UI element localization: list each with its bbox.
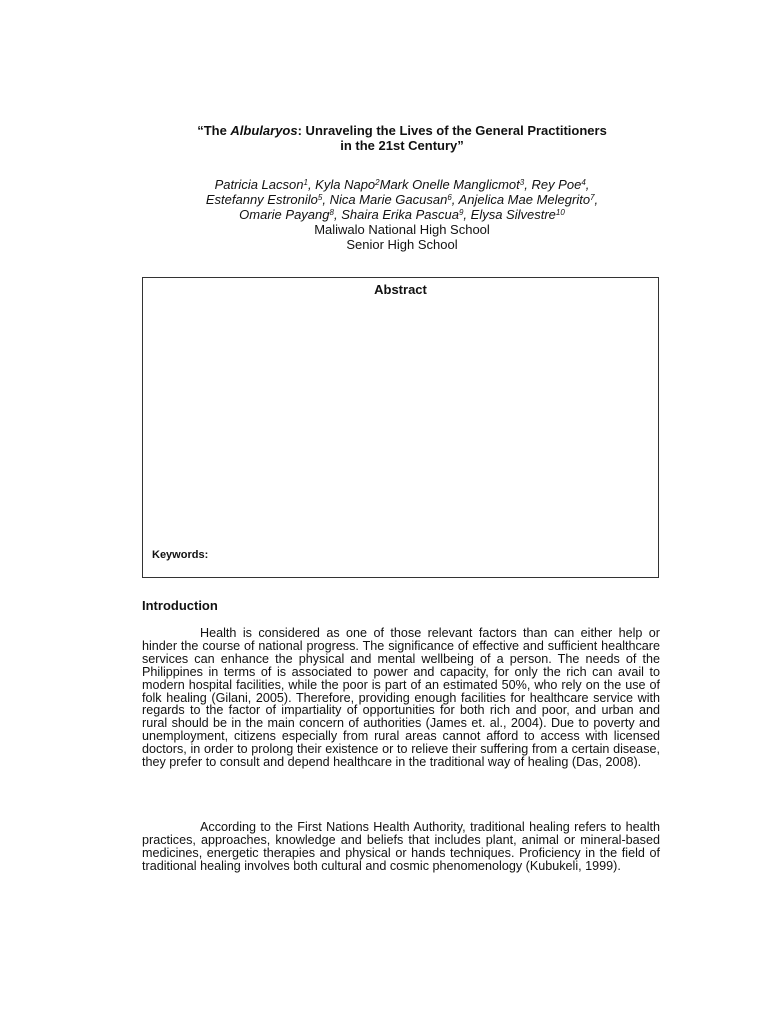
- abstract-box: [142, 277, 659, 578]
- author-separator: ,: [333, 207, 342, 222]
- author-affiliation: 2: [375, 178, 380, 187]
- introduction-paragraph-2: [142, 821, 660, 873]
- author-separator: ,: [451, 192, 459, 207]
- author-affiliation: 3: [519, 178, 525, 187]
- paper-title: [100, 123, 704, 153]
- author-name: Rey Poe: [531, 177, 582, 192]
- author-separator: ,: [594, 192, 599, 207]
- paragraph-1-text: Health is considered as one of those relevant factors than can either help or hinder the course of national progress. The significance of effective and sufficient healthcare services can enhance the physical and mental wellbeing of a person. The needs of the Philippines in terms of is associated to power and capacity, for only the rich can avail to modern hospital facilities, while the poor is part of an estimated 50%, who rely on the use of folk healing (Gilani, 2005). Therefore, providing enough facilities for healthcare service with regards to the factor of impartiality of opportunities for both rich and poor, and urban and rural should be in the main concern of authorities (James et. al., 2004). Due to poverty and unemployment, citizens especially from rural areas cannot afford to access with licensed doctors, in order to prolong their existence or to relieve their suffering from a certain disease, they prefer to consult and depend healthcare in the traditional way of healing (Das, 2008).: [142, 626, 660, 770]
- author-name: Omarie Payang: [239, 207, 330, 222]
- title-italic-term: Albularyos: [230, 123, 298, 138]
- author-name: Kyla Napo: [315, 177, 376, 192]
- author-separator: ,: [463, 207, 471, 222]
- introduction-paragraph-1: [142, 627, 660, 769]
- title-line-1: [100, 123, 704, 138]
- author-name: Elysa Silvestre: [470, 207, 556, 222]
- introduction-heading: Introduction: [142, 598, 218, 613]
- paragraph-2-text: According to the First Nations Health Authority, traditional healing refers to health practices, approaches, knowledge and beliefs that includes plant, animal or mineral-based medicines, energetic therapies and physical or hands techniques. Proficiency in the field of traditional healing involves both cultural and cosmic phenomenology (Kubukeli, 1999).: [142, 820, 660, 873]
- author-name: Estefanny Estronilo: [205, 192, 318, 207]
- author-line-1: [100, 177, 704, 192]
- author-affiliation: 7: [590, 193, 595, 202]
- title-line-2: in the 21st Century”: [340, 138, 464, 153]
- author-name: Patricia Lacson: [214, 177, 304, 192]
- author-name: Anjelica Mae Melegrito: [458, 192, 591, 207]
- author-affiliation: 8: [329, 208, 334, 217]
- author-affiliation: 4: [581, 178, 586, 187]
- author-line-3: [100, 207, 704, 222]
- title-quote-open: “The: [197, 123, 231, 138]
- author-line-2: [100, 192, 704, 207]
- school-level: Senior High School: [346, 237, 458, 252]
- author-affiliation: 5: [317, 193, 323, 202]
- author-affiliation: 1: [303, 178, 308, 187]
- abstract-heading: Abstract: [374, 282, 427, 297]
- title-rest: : Unraveling the Lives of the General Practitioners: [297, 123, 607, 138]
- author-block: [100, 177, 704, 252]
- keywords-label: Keywords:: [152, 549, 209, 561]
- author-affiliation: 6: [447, 193, 452, 202]
- school-name: Maliwalo National High School: [314, 222, 490, 237]
- author-separator: ,: [322, 192, 330, 207]
- author-name: Nica Marie Gacusan: [329, 192, 448, 207]
- author-separator: ,: [307, 177, 316, 192]
- author-separator: ,: [524, 177, 532, 192]
- author-name: Mark Onelle Manglicmot: [379, 177, 520, 192]
- author-affiliation: 10: [555, 208, 565, 217]
- author-separator: ,: [585, 177, 590, 192]
- author-affiliation: 9: [458, 208, 464, 217]
- author-name: Shaira Erika Pascua: [341, 207, 459, 222]
